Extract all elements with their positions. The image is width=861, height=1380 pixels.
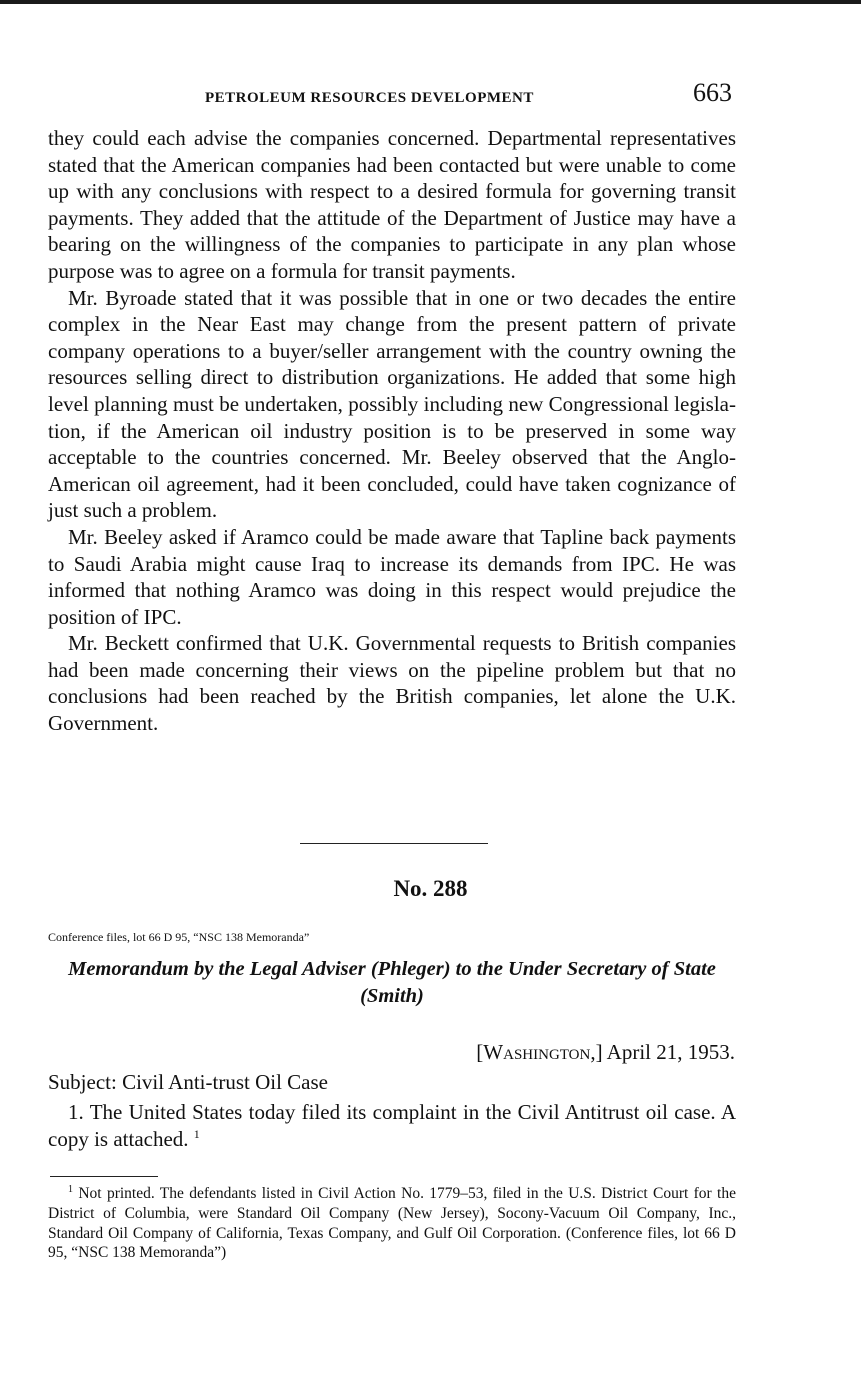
dateline-date: April 21, 1953. xyxy=(606,1040,735,1064)
section-divider xyxy=(300,843,488,844)
footnote xyxy=(48,1184,736,1263)
body-paragraph: Mr. Byroade stated that it was possible that in one or two decades the entire complex in the Near East may change from the present pattern of private company operations to a buyer/seller arrangement with the country owning the resources selling direct to distribution organizations. He added that some high level planning must be undertaken, possibly including new Congressional legislation, if the American oil industry position is to be preserved in some way acceptable to the countries concerned. Mr. Beeley observed that the Anglo-American oil agreement, had it been concluded, could have taken cognizance of just such a problem. xyxy=(48,285,736,523)
memo-paragraph-text: 1. The United States today filed its complaint in the Civil Antitrust oil case. A copy is attached. xyxy=(48,1100,736,1151)
body-paragraph: Mr. Beckett confirmed that U.K. Governmental requests to British companies had been made concerning their views on the pipeline problem but that no conclusions had been reached by the British companies, let alone the U.K. Government. xyxy=(48,631,736,736)
page-number: 663 xyxy=(693,78,732,107)
dateline-place: [Washington,] xyxy=(476,1040,603,1064)
top-border-rule xyxy=(0,0,861,4)
body-paragraph: Mr. Beeley asked if Aramco could be made aware that Tapline back payments to Saudi Arabia might cause Iraq to increase its demands from IPC. He was informed that nothing Aramco was doing in this respect would prejudice the position of IPC. xyxy=(48,524,736,629)
footnote-marker: 1 xyxy=(68,1183,73,1195)
footnote-reference[interactable]: 1 xyxy=(193,1127,200,1141)
body-paragraph: they could each advise the companies concerned. Departmental representatives stated that the American companies had been contacted but were unable to come up with any conclusions with respect to a desired formula for governing transit payments. They added that the attitude of the Department of Justice may have a bearing on the willingness of the companies to participate in any plan whose purpose was to agree on a formula for transit payments. xyxy=(48,126,736,283)
source-note: Conference files, lot 66 D 95, “NSC 138 Memoranda” xyxy=(48,930,310,944)
subject-line: Subject: Civil Anti-trust Oil Case xyxy=(48,1070,328,1094)
document-title: Memorandum by the Legal Adviser (Phleger) to the Under Secretary of State (Smith) xyxy=(68,958,716,1007)
document-number: No. 288 xyxy=(393,876,468,901)
footnote-rule xyxy=(50,1176,158,1177)
running-head: PETROLEUM RESOURCES DEVELOPMENT xyxy=(205,90,534,106)
dateline xyxy=(476,1040,735,1065)
footnote-text: Not printed. The defendants listed in Civil Action No. 1779–53, filed in the U.S. District Court for the District of Columbia, were Standard Oil Company (New Jersey), Socony-Vacuum Oil Company, Inc., Standard Oil Company of California, Texas Company, and Gulf Oil Corporation. (Conference files, lot 66 D 95, “NSC 138 Memoranda”) xyxy=(48,1185,736,1262)
memo-paragraph xyxy=(48,1099,736,1153)
body-text xyxy=(48,125,736,737)
